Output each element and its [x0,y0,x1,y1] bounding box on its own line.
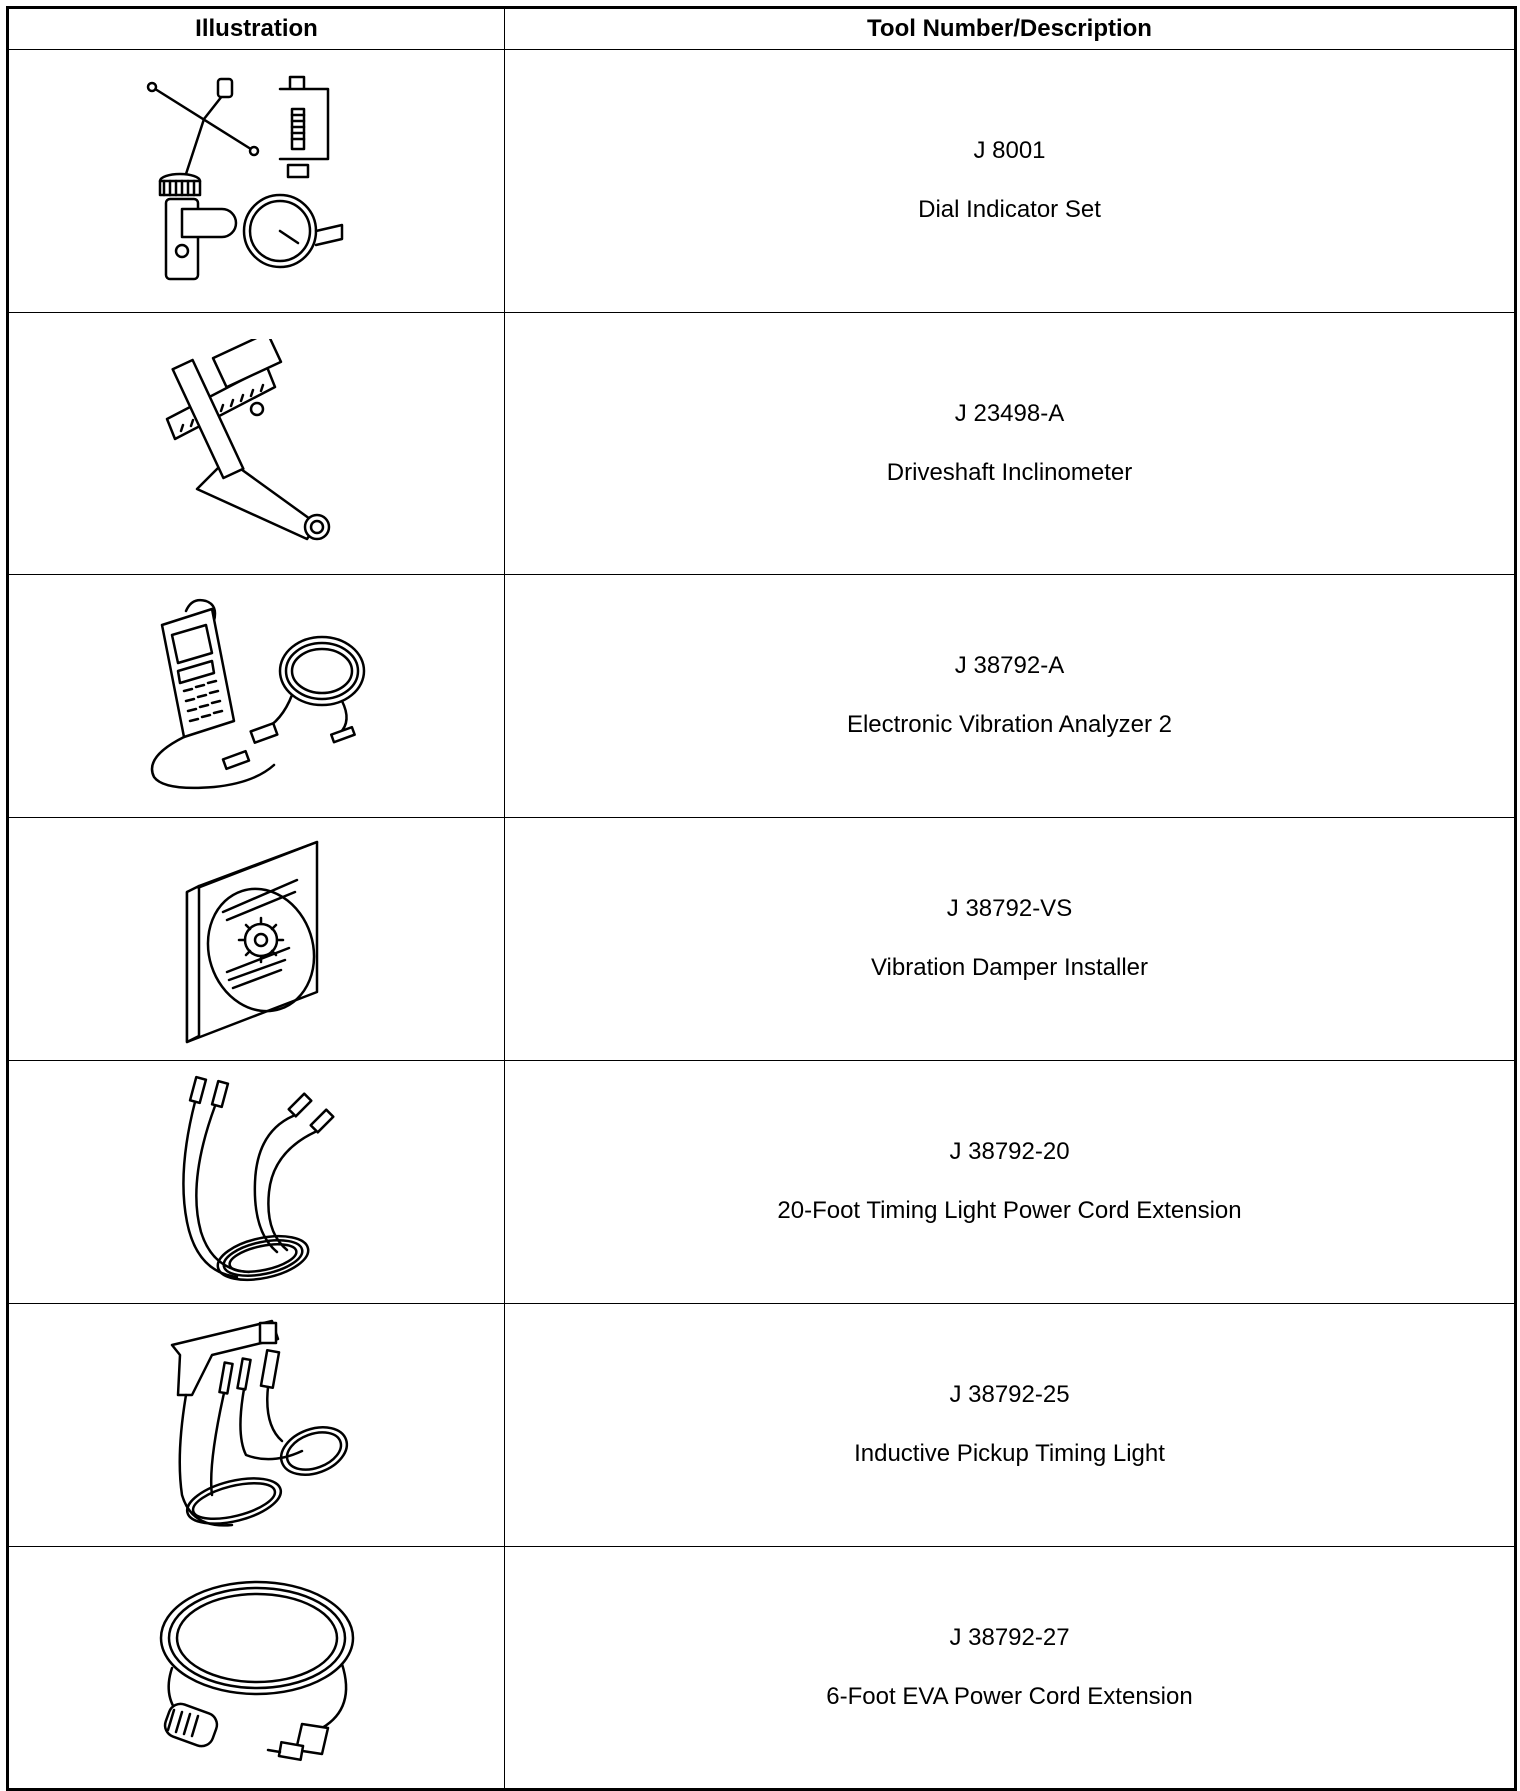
description-cell [505,1061,1516,1304]
tool-description: Inductive Pickup Timing Light [854,1440,1165,1467]
tool-description: Vibration Damper Installer [870,954,1149,981]
tool-number: J 38792-A [954,652,1065,680]
tool-description: 20-Foot Timing Light Power Cord Extension [777,1197,1242,1224]
illustration-cell [8,1061,505,1304]
table-row [8,818,1516,1061]
software-cd-case-icon [177,832,337,1047]
description-cell [505,818,1516,1061]
table-row [8,1547,1516,1790]
coiled-power-cord-icon [152,1568,362,1768]
description-cell [505,313,1516,575]
vibration-analyzer-icon [142,591,372,801]
tool-description: Dial Indicator Set [918,196,1101,223]
power-cord-extension-icon [157,1072,357,1292]
table-row [8,1304,1516,1547]
header-tool-number-description: Tool Number/Description [505,8,1516,50]
description-cell [505,575,1516,818]
header-illustration: Illustration [8,8,505,50]
driveshaft-inclinometer-icon [157,339,357,549]
timing-light-icon [152,1315,362,1535]
tool-number: J 8001 [973,137,1046,165]
header-row [8,8,1516,50]
description-cell [505,1304,1516,1547]
tool-number: J 38792-25 [949,1381,1070,1409]
illustration-cell [8,575,505,818]
tool-description: Driveshaft Inclinometer [886,458,1133,486]
illustration-cell [8,313,505,575]
description-cell [505,50,1516,313]
table-row [8,1061,1516,1304]
description-cell [505,1547,1516,1790]
table-row [8,575,1516,818]
tool-description: 6-Foot EVA Power Cord Extension [826,1682,1193,1710]
illustration-cell [8,1547,505,1790]
special-tools-table [6,6,1517,1791]
tool-number: J 38792-VS [946,895,1073,923]
tool-description: Electronic Vibration Analyzer 2 [846,711,1173,738]
dial-indicator-set-icon [142,69,372,294]
tool-number: J 38792-20 [949,1138,1070,1166]
tool-number: J 23498-A [954,399,1065,427]
illustration-cell [8,1304,505,1547]
tool-number: J 38792-27 [949,1623,1070,1651]
table-row [8,313,1516,575]
table-row [8,50,1516,313]
illustration-cell [8,50,505,313]
illustration-cell [8,818,505,1061]
